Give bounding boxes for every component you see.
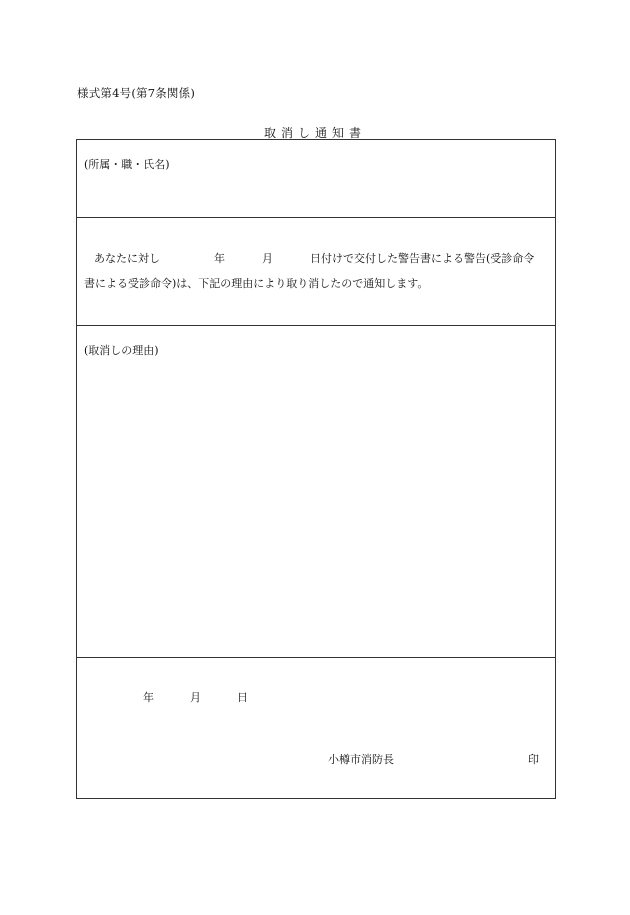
notice-section [77,218,555,326]
reason-label: (取消しの理由) [84,344,159,357]
document-title: 取消し通知書 [263,126,366,140]
form-number: 様式第4号(第7条関係) [77,86,196,100]
notice-year-label: 年 [214,252,225,265]
notice-text-line-2: 書による受診命令)は、下記の理由により取り消したので通知します。 [84,277,429,290]
seal-mark: 印 [528,753,539,766]
notice-line-1 [77,250,555,266]
notice-form [76,139,556,799]
signature-month-label: 月 [190,691,201,704]
signature-section [77,658,555,800]
signature-year-label: 年 [143,691,154,704]
issuer-name: 小樽市消防長 [328,753,394,766]
recipient-label: (所属・職・氏名) [84,158,170,171]
recipient-section [77,140,555,218]
notice-text-line-1: 日付けで交付した警告書による警告(受診命令 [310,252,535,265]
notice-prefix: あなたに対し [94,252,160,265]
signature-day-label: 日 [237,691,248,704]
notice-month-label: 月 [262,252,273,265]
reason-section [77,326,555,658]
